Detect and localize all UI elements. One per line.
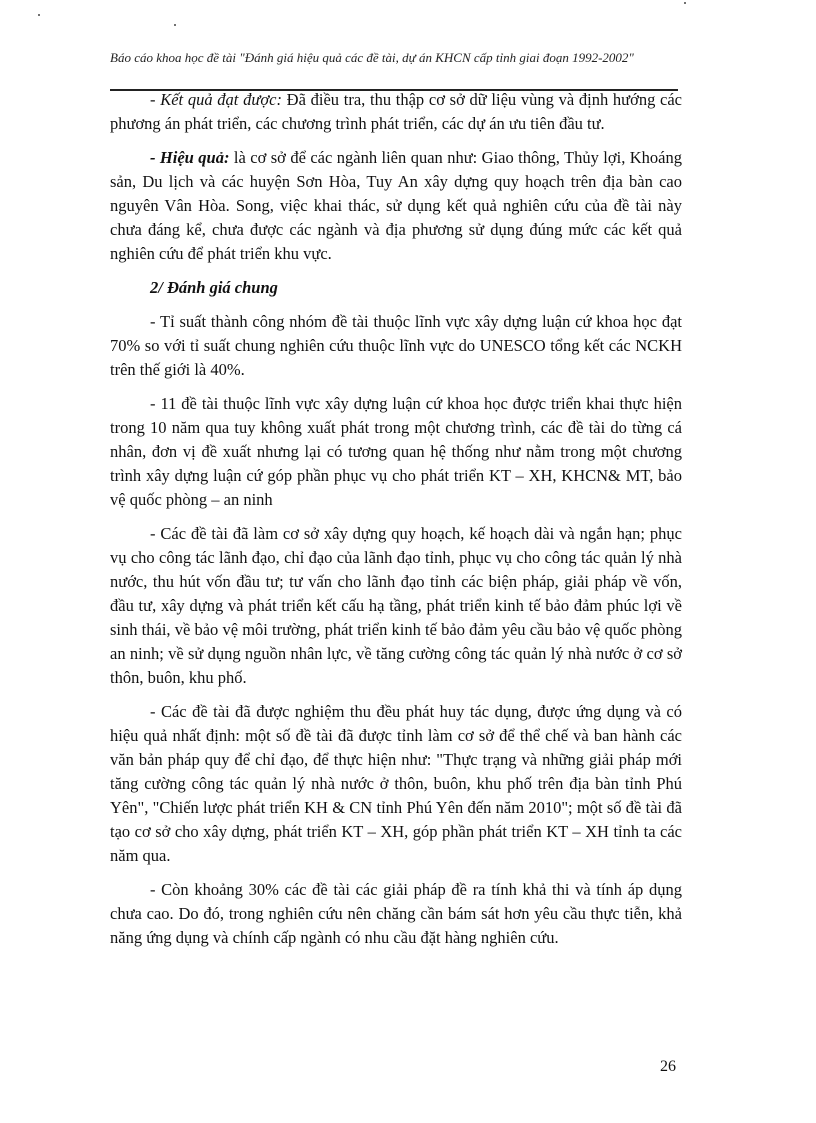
text-hieu-qua: là cơ sở để các ngành liên quan như: Giao thông, Thủy lợi, Khoáng sản, Du lịch và các huyện Sơn Hòa, Tuy An xây dựng quy hoạch trên địa bàn cao nguyên Vân Hòa. Song, việc khai thác, sử dụng kết quả nghiên cứu của đề tài này chưa đáng kể, chưa được các ngành và địa phương sử dụng đúng mức các kết quả nghiên cứu để phát triển khu vực. xyxy=(110,148,682,263)
paragraph-11-de-tai: - 11 đề tài thuộc lĩnh vực xây dựng luận cứ khoa học được triển khai thực hiện trong 10 năm qua tuy không xuất phát trong một chương trình, các đề tài do từng cá nhân, đơn vị đề xuất nhưng lại có tương quan hệ thống như nằm trong một chương trình xây dựng luận cứ góp phần phục vụ cho phát triển KT – XH, KHCN& MT, bảo vệ quốc phòng – an ninh xyxy=(110,394,682,509)
page-number: 26 xyxy=(660,1058,676,1075)
document-body xyxy=(110,88,682,960)
paragraph-co-so-quy-hoach: - Các đề tài đã làm cơ sở xây dựng quy hoạch, kế hoạch dài và ngắn hạn; phục vụ cho công tác lãnh đạo, chỉ đạo của lãnh đạo tỉnh, phục vụ cho công tác quản lý nhà nước, thu hút vốn đầu tư; tư vấn cho lãnh đạo tỉnh các biện pháp, giải pháp về vốn, đầu tư, xây dựng và phát triển kết cấu hạ tầng, phát triển kinh tế bảo đảm phúc lợi về sinh thái, về bảo vệ môi trường, phát triển kinh tế bảo đảm yêu cầu bảo vệ quốc phòng an ninh; về sử dụng nguồn nhân lực, về tăng cường công tác quản lý nhà nước ở cơ sở thôn, buôn, khu phố. xyxy=(110,524,682,687)
scan-speck xyxy=(38,14,40,16)
paragraph-30-phan-tram: - Còn khoảng 30% các đề tài các giải pháp đề ra tính khả thi và tính áp dụng chưa cao. Do đó, trong nghiên cứu nên chăng cần bám sát hơn yêu cầu thực tiễn, khả năng ứng dụng và chính cấp ngành có nhu cầu đặt hàng nghiên cứu. xyxy=(110,880,682,947)
paragraph-hieu-qua xyxy=(110,146,682,266)
scan-speck xyxy=(174,24,176,26)
scan-speck xyxy=(684,2,686,4)
label-ket-qua: - Kết quả đạt được: xyxy=(150,90,282,109)
label-hieu-qua: - Hiệu quả: xyxy=(150,148,230,167)
paragraph-ket-qua xyxy=(110,88,682,136)
section-title: 2/ Đánh giá chung xyxy=(150,278,278,297)
page-header: Báo cáo khoa học đề tài "Đánh giá hiệu quả các đề tài, dự án KHCN cấp tỉnh giai đoạn 1992-2002" xyxy=(110,50,634,65)
paragraph-ti-suat: - Tỉ suất thành công nhóm đề tài thuộc lĩnh vực xây dựng luận cứ khoa học đạt 70% so với tỉ suất chung nghiên cứu thuộc lĩnh vực do UNESCO tổng kết các NCKH trên thế giới là 40%. xyxy=(110,312,682,379)
text-ket-qua: Đã điều tra, thu thập cơ sở dữ liệu vùng và định hướng các phương án phát triển, các chương trình phát triển, các dự án ưu tiên đầu tư. xyxy=(110,90,683,133)
paragraph-nghiem-thu: - Các đề tài đã được nghiệm thu đều phát huy tác dụng, được ứng dụng và có hiệu quả nhất định: một số đề tài đã được tỉnh làm cơ sở để thể chế và ban hành các văn bản pháp quy để chỉ đạo, để thực hiện như: "Thực trạng và những giải pháp mới tăng cường công tác quản lý nhà nước ở thôn, buôn, khu phố trên địa bàn tỉnh Phú Yên", "Chiến lược phát triển KH & CN tỉnh Phú Yên đến năm 2010"; một số đề tài đã tạo cơ sở cho xây dựng, phát triển KT – XH, góp phần phát triển KT – XH tỉnh ta các năm qua. xyxy=(110,702,682,865)
